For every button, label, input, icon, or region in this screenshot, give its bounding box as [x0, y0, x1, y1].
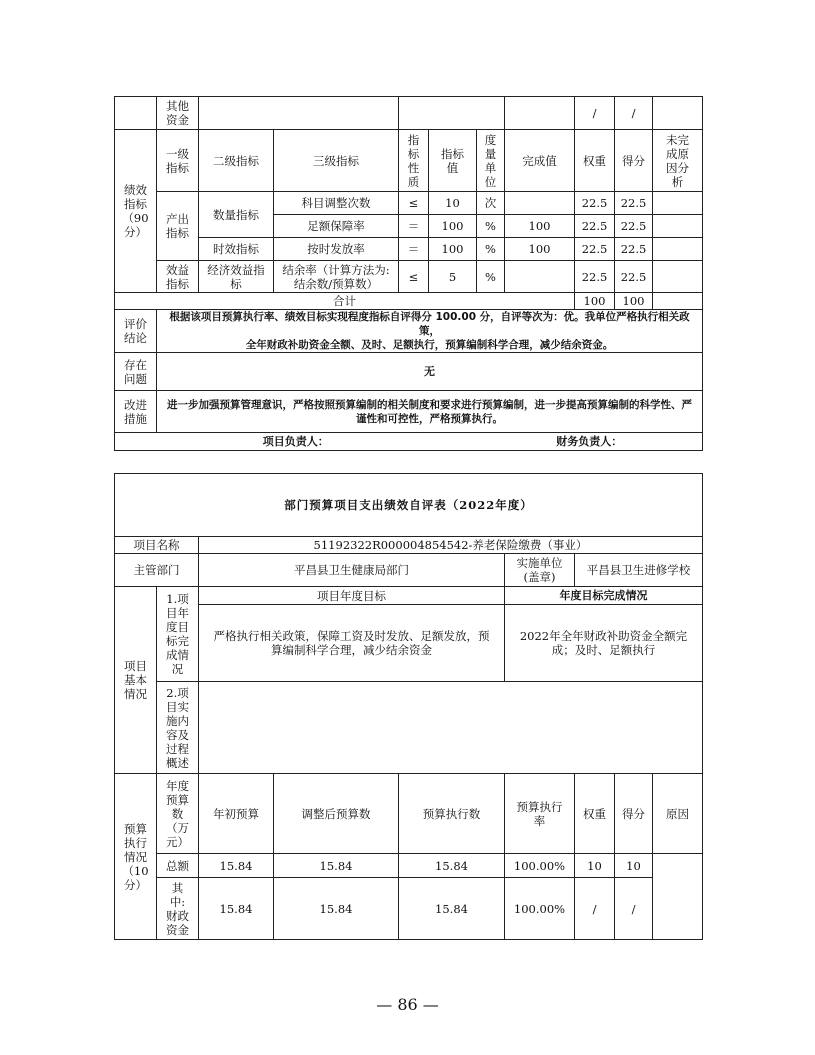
- self-eval-table: [114, 473, 703, 940]
- header-score: 得分: [615, 130, 653, 192]
- header-unit: 度 量 单 位: [477, 130, 505, 192]
- dept-value: 平昌县卫生健康局部门: [199, 554, 505, 587]
- page-number: — 86 —: [376, 995, 439, 1014]
- budget-rate-header: 预算执行 率: [505, 774, 575, 854]
- table-row: 产出 指标 数量指标 科目调整次数 ≤ 10 次 22.5 22.5: [115, 192, 703, 215]
- department-row: [115, 554, 703, 587]
- table-row: 其 中: 财政 资金 15.84 15.84 15.84 100.00% / /: [115, 878, 703, 940]
- total-label: 合计: [115, 293, 575, 310]
- perf-label: 绩效 指标 （90 分）: [115, 130, 157, 293]
- header-done: 完成值: [505, 130, 575, 192]
- header-level2: 二级指标: [199, 130, 274, 192]
- project-name-row: [115, 537, 703, 554]
- completion-text: 2022年全年财政补助资金全额完 成；及时、足额执行: [505, 605, 703, 682]
- project-owner-label: 项目负责人：: [115, 433, 477, 451]
- evaluation-row: [115, 310, 703, 353]
- quantity-label: 数量指标: [199, 192, 274, 238]
- evaluation-label: 评价 结论: [115, 310, 157, 353]
- improve-text: 进一步加强预算管理意识，严格按照预算编制的相关制度和要求进行预算编制，进一步提高预算编制的科学性、严 谨性和可控性，严格预算执行。: [157, 391, 703, 433]
- header-value: 指标 值: [429, 130, 477, 192]
- benefit-row: 效益 指标 经济效益指 标 结余率（计算方法为: 结余数/预算数） ≤ 5 % 22.5 22.5: [115, 261, 703, 293]
- content-label: 2.项 目实 施内 容及 过程 概述: [157, 682, 199, 774]
- content-text: [199, 682, 703, 774]
- signature-row: [115, 433, 703, 451]
- table-row: 足额保障率 ＝ 100 % 100 22.5 22.5: [115, 215, 703, 238]
- other-funds-row: 其他 资金 / /: [115, 97, 703, 130]
- title-row: [115, 474, 703, 537]
- project-name-value: 51192322R000004854542-养老保险缴费（事业）: [199, 537, 703, 554]
- goal-text: 严格执行相关政策，保障工资及时发放、足额发放，预 算编制科学合理，减少结余资金: [199, 605, 505, 682]
- page-title: 部门预算项目支出绩效自评表（2022年度）: [115, 474, 703, 537]
- header-reason: 未完 成原 因分 析: [653, 130, 703, 192]
- content-row: [115, 682, 703, 774]
- benefit-l3: 结余率（计算方法为: 结余数/预算数）: [274, 261, 399, 293]
- impl-value: 平昌县卫生进修学校: [575, 554, 703, 587]
- benefit-l2: 经济效益指 标: [199, 261, 274, 293]
- improve-label: 改进 措施: [115, 391, 157, 433]
- issues-text: 无: [157, 353, 703, 391]
- output-label: 产出 指标: [157, 192, 199, 261]
- other-funds-label: 其他 资金: [157, 97, 199, 130]
- goal-label: 1.项 目年 度目 标完 成情 况: [157, 587, 199, 682]
- total-row: 合计 100 100: [115, 293, 703, 310]
- impl-label: 实施单位 (盖章): [505, 554, 575, 587]
- basic-label: 项目 基本 情况: [115, 587, 157, 774]
- header-weight: 权重: [575, 130, 615, 192]
- evaluation-text: 根据该项目预算执行率、绩效目标实现程度指标自评得分 100.00 分，自评等次为：优。我单位严格执行相关政策， 全年财政补助资金全额、及时、足额执行，预算编制科学合理，减少结余资金。: [157, 310, 703, 353]
- header-level1: 一级 指标: [157, 130, 199, 192]
- goal-header-row: [115, 587, 703, 605]
- budget-unit-header: 年度 预算 数 （万 元）: [157, 774, 199, 854]
- improve-row: [115, 391, 703, 433]
- table-row: 总额 15.84 15.84 15.84 100.00% 10 10: [115, 854, 703, 878]
- table-row: 时效指标 按时发放率 ＝ 100 % 100 22.5 22.5: [115, 238, 703, 261]
- header-level3: 三级指标: [274, 130, 399, 192]
- goal-header: 项目年度目标: [199, 587, 505, 605]
- completion-header: 年度目标完成情况: [505, 587, 703, 605]
- performance-table: [114, 96, 703, 451]
- header-nature: 指 标 性 质: [399, 130, 429, 192]
- benefit-l1: 效益 指标: [157, 261, 199, 293]
- issues-row: [115, 353, 703, 391]
- goal-row: [115, 605, 703, 682]
- dept-label: 主管部门: [115, 554, 199, 587]
- budget-label: 预算 执行 情况 （10 分）: [115, 774, 157, 940]
- indicator-header-row: [115, 130, 703, 192]
- issues-label: 存在 问题: [115, 353, 157, 391]
- finance-owner-label: 财务负责人：: [477, 433, 703, 451]
- budget-header-row: 预算 执行 情况 （10 分） 年度 预算 数 （万 元） 年初预算 调整后预算数 预算执行数 预算执行 率 权重 得分 原因: [115, 774, 703, 854]
- fiscal-funds-label: 其 中: 财政 资金: [157, 878, 199, 940]
- project-name-label: 项目名称: [115, 537, 199, 554]
